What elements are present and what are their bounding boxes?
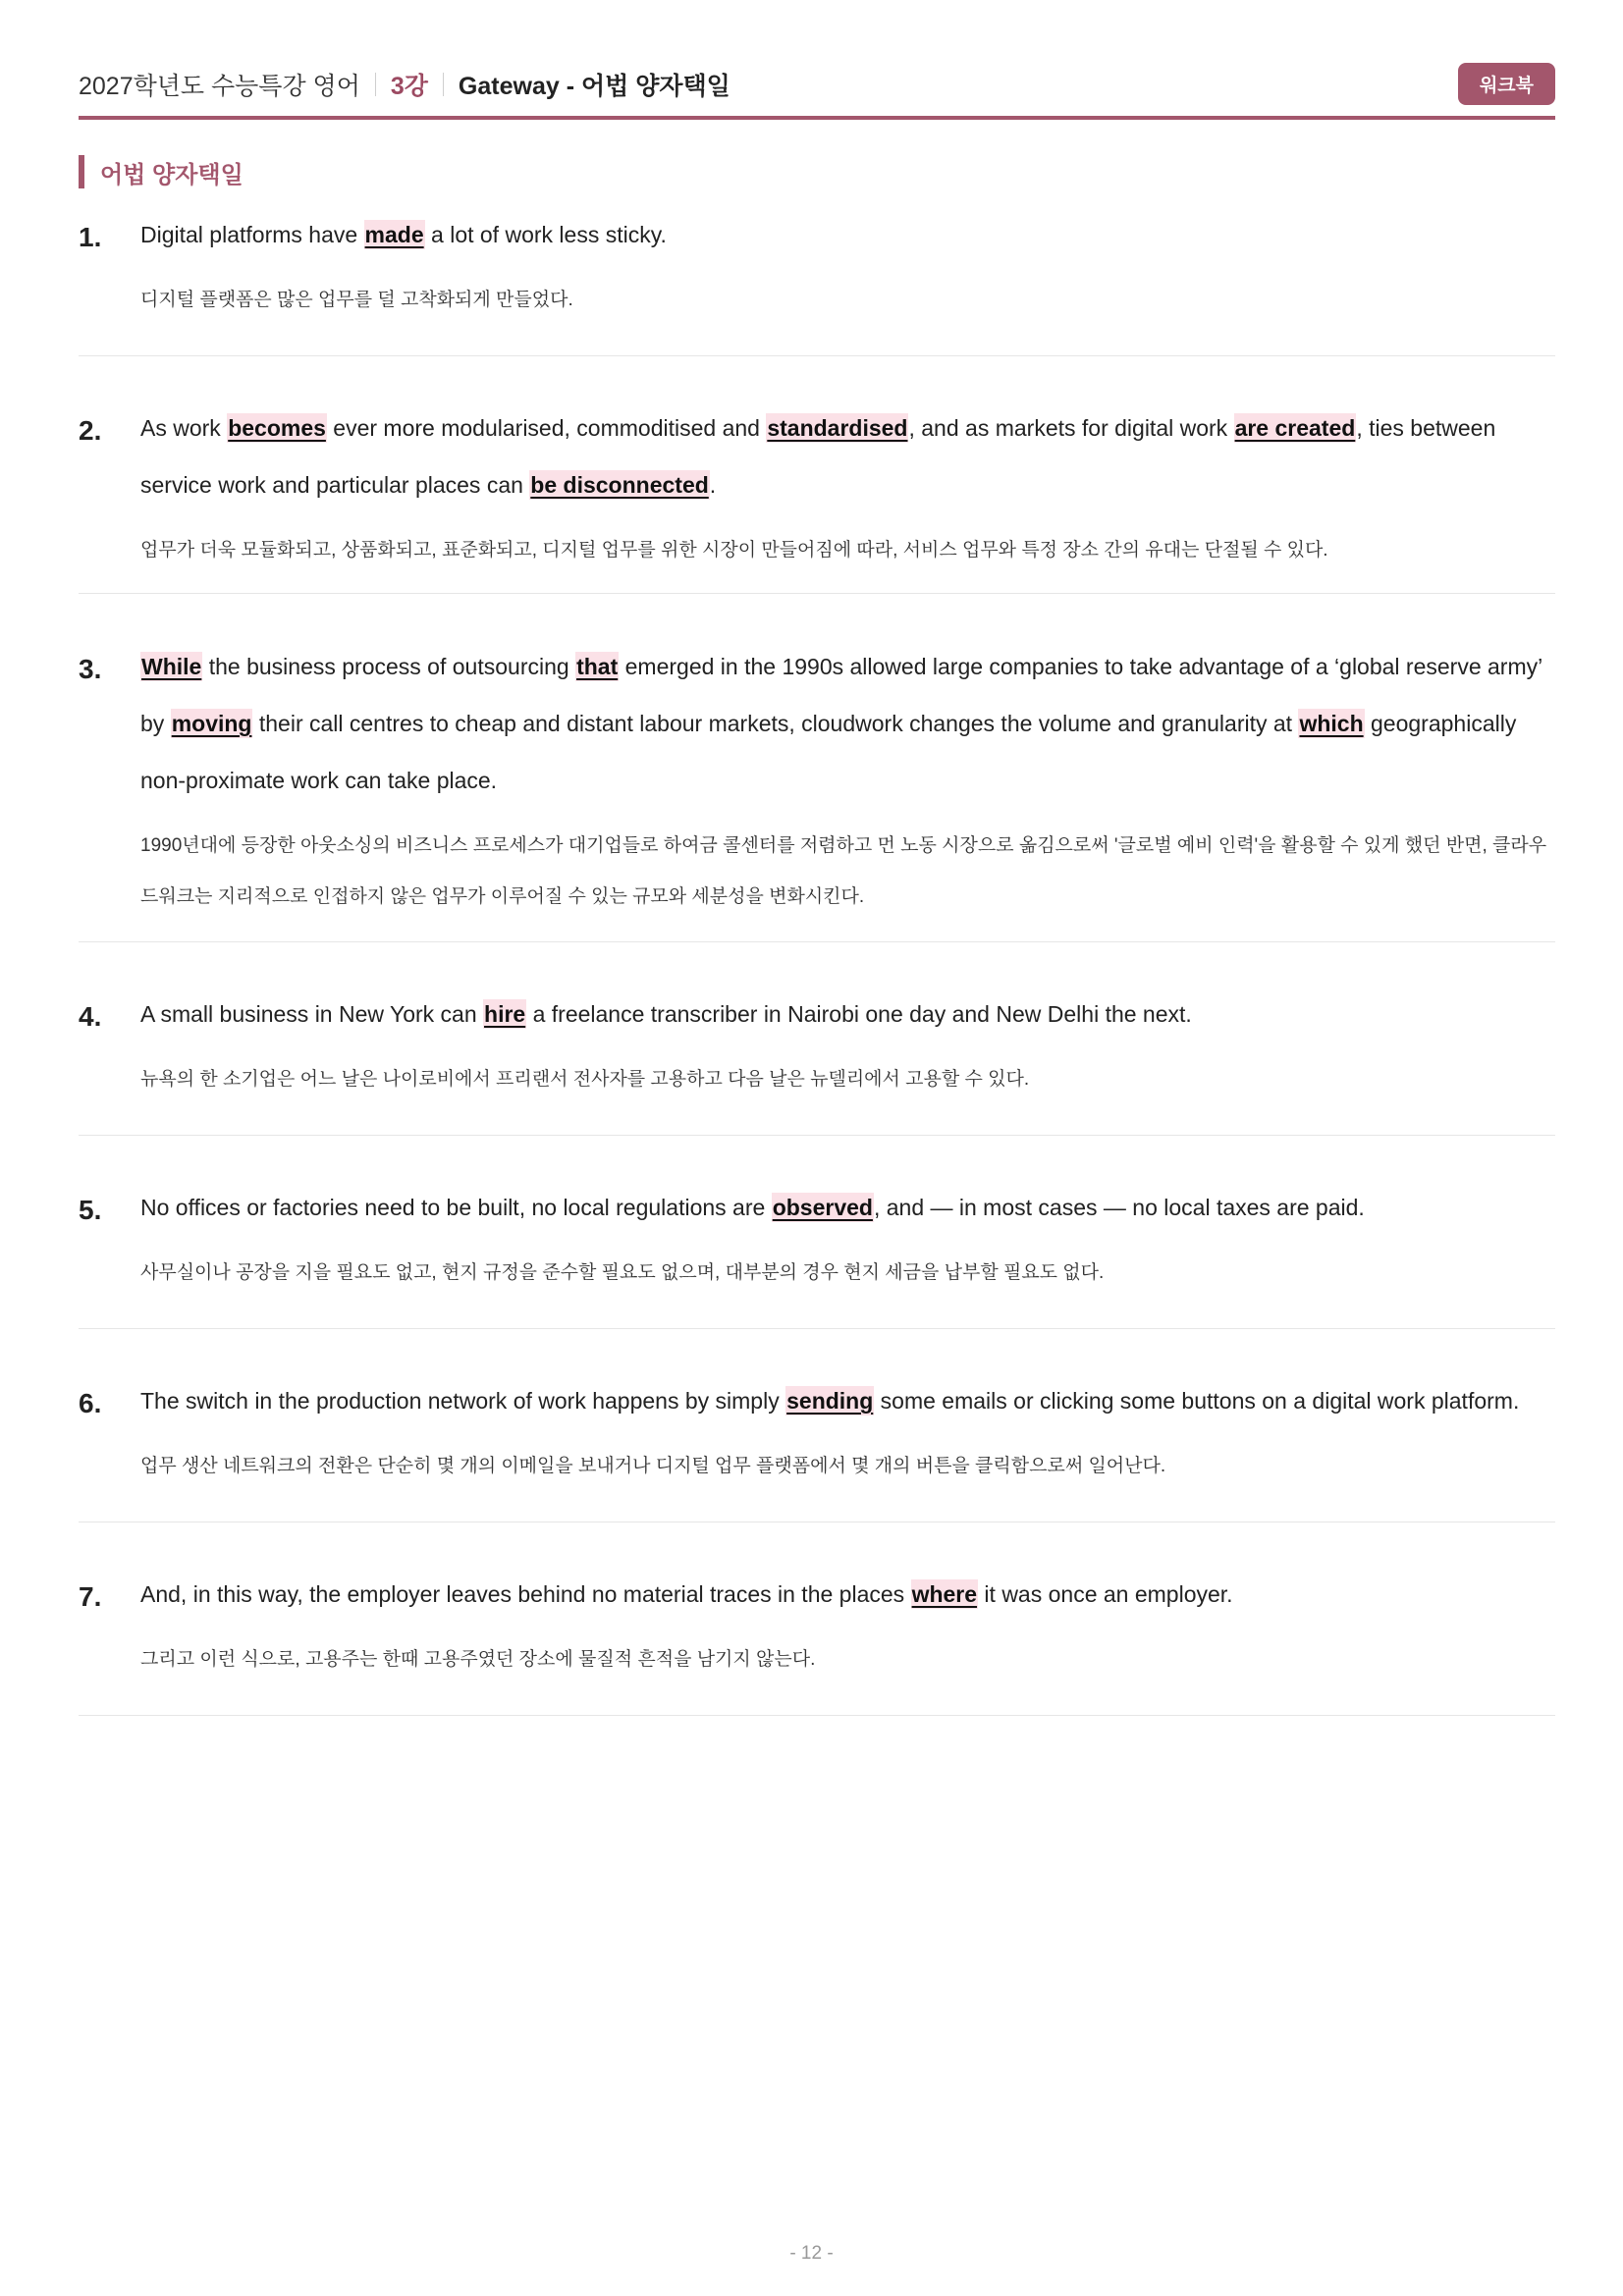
english-sentence [140, 400, 1555, 513]
grammar-target: sending [786, 1388, 874, 1414]
page-number: - 12 - [789, 2243, 834, 2264]
sentence-text: , ties between service work and particular places can [140, 415, 1496, 498]
korean-translation: 1990년대에 등장한 아웃소싱의 비즈니스 프로세스가 대기업들로 하여금 콜센터를 저렴하고 먼 노동 시장으로 옮김으로써 '글로벌 예비 인력'을 활용할 수 있게 했던 반면, 클라우드워크는 지리적으로 인접하지 않은 업무가 이루어질 수 있는 규모와 세분성을 변화시킨다. [140, 835, 1547, 907]
item-5 [79, 1191, 1555, 1329]
sentence-text: a lot of work less sticky. [424, 222, 667, 247]
item-number: 5. [79, 1195, 102, 1225]
header-divider [375, 73, 376, 96]
item-3 [79, 650, 1555, 942]
sentence-text: , and — in most cases — no local taxes are paid. [873, 1195, 1365, 1220]
sentence-text: No offices or factories need to be built, no local regulations are [140, 1195, 772, 1220]
book-title: 2027학년도 수능특강 영어 [79, 73, 360, 100]
item-6 [79, 1384, 1555, 1522]
lesson-number: 3강 [390, 73, 428, 100]
sentence-text: And, in this way, the employer leaves behind no material traces in the places [140, 1581, 911, 1607]
sentence-text: ever more modularised, commoditised and [326, 415, 767, 441]
grammar-target: moving [171, 711, 252, 736]
item-1 [79, 218, 1555, 356]
item-number: 2. [79, 415, 102, 446]
grammar-target: which [1299, 711, 1364, 736]
english-sentence [140, 1372, 1555, 1429]
sentence-text: As work [140, 415, 228, 441]
section-title: 어법 양자택일 [79, 155, 243, 188]
item-2 [79, 411, 1555, 594]
workbook-badge: 워크북 [1458, 63, 1555, 105]
grammar-target: becomes [228, 415, 326, 441]
korean-translation: 디지털 플랫폼은 많은 업무를 덜 고착화되게 만들었다. [140, 290, 573, 310]
sentence-text: the business process of outsourcing [202, 654, 576, 679]
item-4 [79, 997, 1555, 1136]
sentence-text: A small business in New York can [140, 1001, 484, 1027]
grammar-target: are created [1234, 415, 1356, 441]
sentence-text: . [709, 472, 717, 498]
sentence-text: The switch in the production network of work happens by simply [140, 1388, 786, 1414]
english-sentence [140, 1566, 1555, 1623]
sentence-text: some emails or clicking some buttons on a digital work platform. [874, 1388, 1520, 1414]
grammar-target: be disconnected [530, 472, 709, 498]
grammar-target: hire [484, 1001, 526, 1027]
korean-translation: 그리고 이런 식으로, 고용주는 한때 고용주였던 장소에 물질적 흔적을 남기지 않는다. [140, 1649, 816, 1670]
item-number: 4. [79, 1001, 102, 1032]
korean-translation: 사무실이나 공장을 지을 필요도 없고, 현지 규정을 준수할 필요도 없으며, 대부분의 경우 현지 세금을 납부할 필요도 없다. [140, 1262, 1105, 1283]
item-number: 6. [79, 1388, 102, 1418]
english-sentence [140, 986, 1555, 1042]
grammar-target: While [141, 654, 202, 679]
english-sentence [140, 206, 1555, 263]
sentence-text: it was once an employer. [978, 1581, 1233, 1607]
english-sentence [140, 638, 1555, 809]
item-number: 1. [79, 222, 102, 252]
item-number: 3. [79, 654, 102, 684]
sentence-text: their call centres to cheap and distant labour markets, cloudwork changes the volume and granularity at [252, 711, 1299, 736]
sentence-text: emerged in the 1990s allowed large companies to take advantage of a ‘global reserve army’ by [140, 654, 1542, 736]
grammar-target: standardised [767, 415, 908, 441]
lesson-title: Gateway - 어법 양자택일 [458, 73, 730, 100]
sentence-text: geographically non-proximate work can take place. [140, 711, 1517, 793]
korean-translation: 뉴욕의 한 소기업은 어느 날은 나이로비에서 프리랜서 전사자를 고용하고 다음 날은 뉴델리에서 고용할 수 있다. [140, 1069, 1030, 1090]
korean-translation: 업무 생산 네트워크의 전환은 단순히 몇 개의 이메일을 보내거나 디지털 업무 플랫폼에서 몇 개의 버튼을 클릭함으로써 일어난다. [140, 1456, 1166, 1476]
header-rule [79, 116, 1555, 120]
sentence-text: a freelance transcriber in Nairobi one day and New Delhi the next. [526, 1001, 1192, 1027]
item-7 [79, 1577, 1555, 1716]
english-sentence [140, 1179, 1555, 1236]
item-number: 7. [79, 1581, 102, 1612]
page-header [79, 61, 1555, 108]
sentence-text: , and as markets for digital work [908, 415, 1234, 441]
sentence-text: Digital platforms have [140, 222, 364, 247]
grammar-target: that [576, 654, 619, 679]
korean-translation: 업무가 더욱 모듈화되고, 상품화되고, 표준화되고, 디지털 업무를 위한 시장이 만들어짐에 따라, 서비스 업무와 특정 장소 간의 유대는 단절될 수 있다. [140, 540, 1328, 561]
header-divider [443, 73, 444, 96]
grammar-target: where [911, 1581, 978, 1607]
grammar-target: made [364, 222, 424, 247]
grammar-target: observed [772, 1195, 873, 1220]
